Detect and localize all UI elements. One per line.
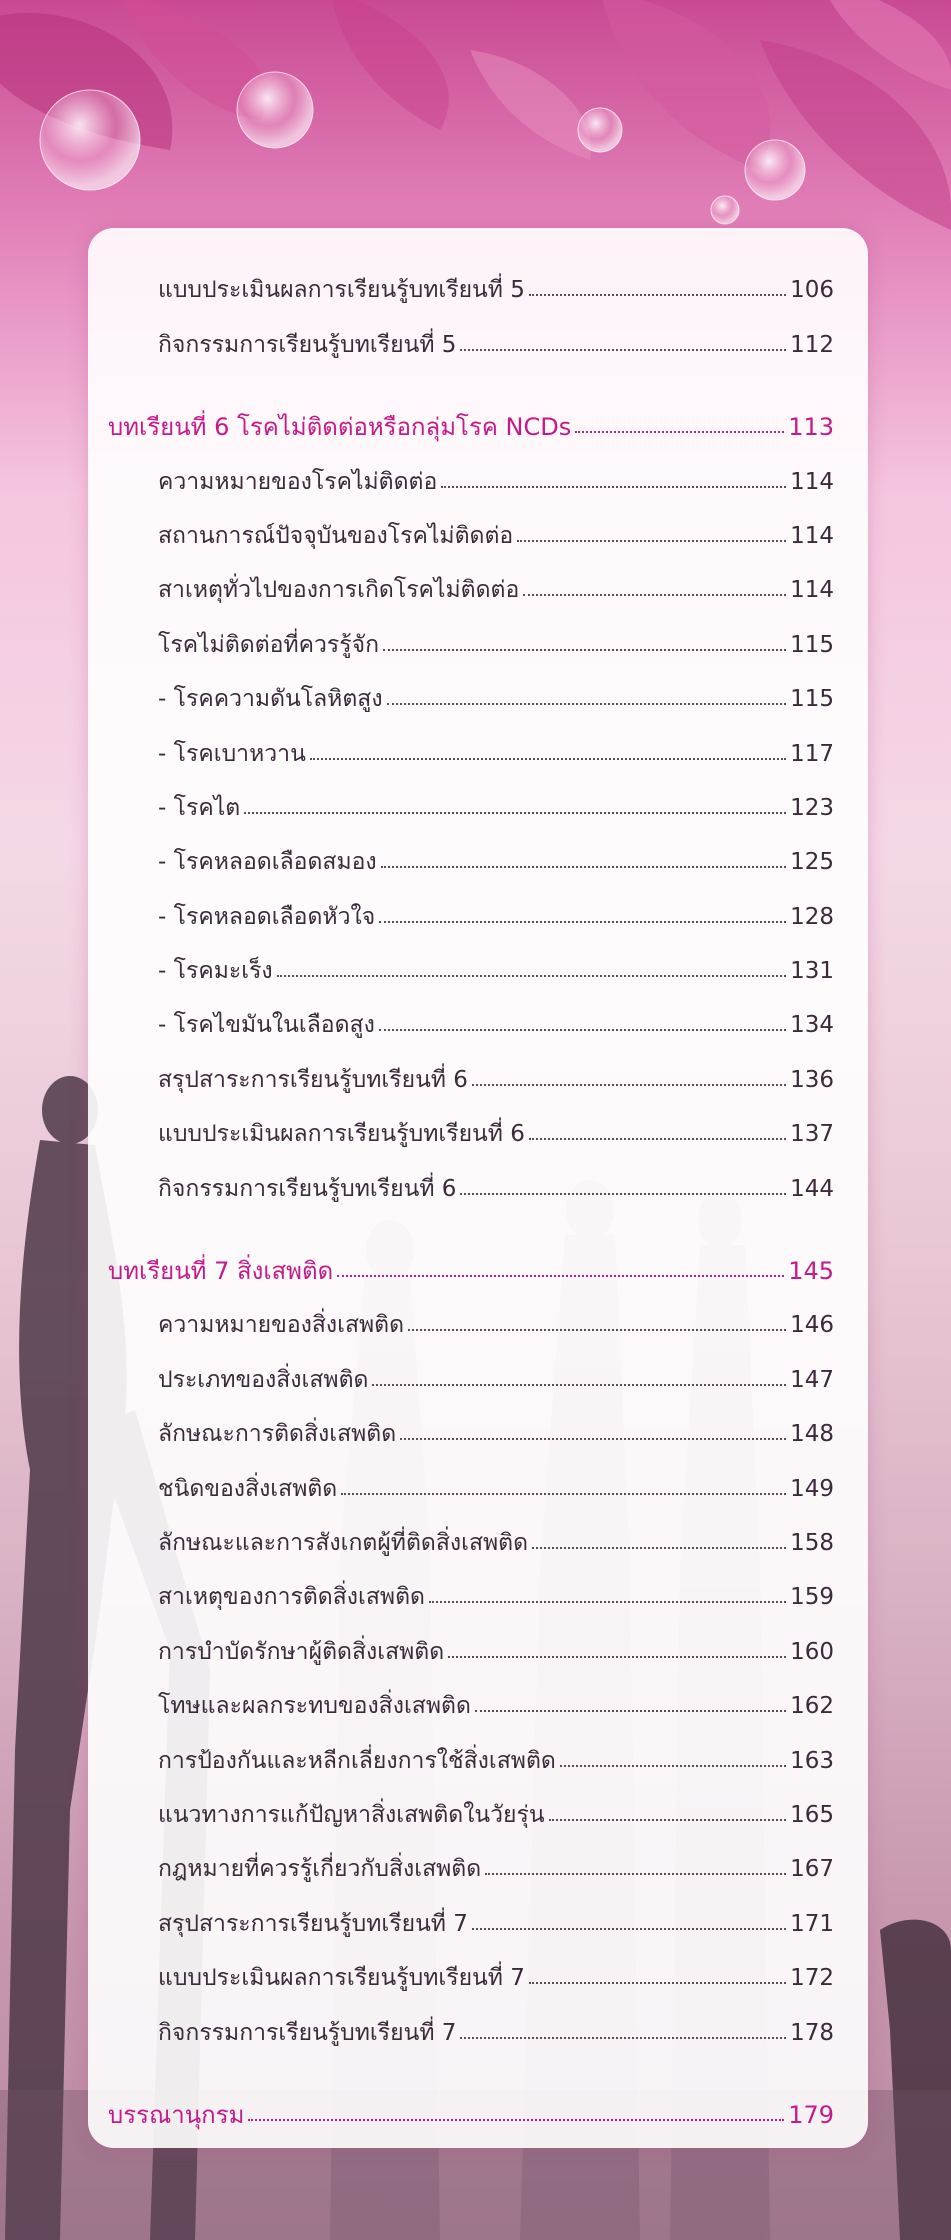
- toc-page-number: 115: [790, 631, 834, 658]
- toc-page-number: 148: [790, 1421, 834, 1448]
- toc-gap: [108, 1211, 834, 1239]
- toc-page-number: 134: [790, 1012, 834, 1039]
- toc-entry-row[interactable]: [108, 776, 834, 830]
- toc-dot-leader: [448, 1656, 786, 1658]
- toc-entry-row[interactable]: [108, 1156, 834, 1210]
- toc-entry-title: - โรคเบาหวาน: [158, 740, 306, 767]
- toc-entry-title: ความหมายของโรคไม่ติดต่อ: [158, 468, 438, 495]
- toc-entry-title: การบำบัดรักษาผู้ติดสิ่งเสพติด: [158, 1638, 445, 1665]
- toc-entry-title: สรุปสาระการเรียนรู้บทเรียนที่ 7: [158, 1910, 468, 1937]
- toc-entry-title: กฎหมายที่ควรรู้เกี่ยวกับสิ่งเสพติด: [158, 1856, 482, 1883]
- toc-entry-title: แบบประเมินผลการเรียนรู้บทเรียนที่ 5: [158, 277, 525, 304]
- toc-entry-title: ชนิดของสิ่งเสพติด: [158, 1475, 338, 1502]
- toc-page-number: 128: [790, 903, 834, 930]
- toc-entry-row[interactable]: [108, 1728, 834, 1782]
- toc-page-number: 179: [788, 2100, 834, 2129]
- toc-entry-row[interactable]: [108, 993, 834, 1047]
- toc-page-number: 159: [790, 1584, 834, 1611]
- toc-entry-title: โรคไม่ติดต่อที่ควรรู้จัก: [158, 631, 380, 658]
- toc-page-number: 136: [790, 1066, 834, 1093]
- toc-dot-leader: [441, 486, 786, 488]
- toc-dot-leader: [379, 921, 786, 923]
- toc-entry-title: โทษและผลกระทบของสิ่งเสพติด: [158, 1693, 471, 1720]
- toc-dot-leader: [460, 2037, 786, 2039]
- toc-page-number: 146: [790, 1312, 834, 1339]
- toc-page-number: 114: [790, 468, 834, 495]
- toc-entry-title: บรรณานุกรม: [108, 2100, 245, 2129]
- toc-entry-row[interactable]: [108, 1946, 834, 2000]
- toc-dot-leader: [529, 294, 786, 296]
- toc-entry-row[interactable]: [108, 1347, 834, 1401]
- toc-entry-title: สรุปสาระการเรียนรู้บทเรียนที่ 6: [158, 1066, 468, 1093]
- toc-chapter-row[interactable]: [108, 1239, 834, 1293]
- toc-chapter-row[interactable]: [108, 2083, 834, 2137]
- toc-page-number: 115: [790, 686, 834, 713]
- toc-entry-row[interactable]: [108, 1102, 834, 1156]
- toc-entry-title: บทเรียนที่ 7 สิ่งเสพติด: [108, 1257, 334, 1286]
- toc-entry-title: แบบประเมินผลการเรียนรู้บทเรียนที่ 7: [158, 1965, 525, 1992]
- toc-entry-row[interactable]: [108, 1293, 834, 1347]
- toc-entry-row[interactable]: [108, 504, 834, 558]
- toc-entry-title: ความหมายของสิ่งเสพติด: [158, 1312, 405, 1339]
- toc-entry-title: ลักษณะการติดสิ่งเสพติด: [158, 1421, 397, 1448]
- toc-dot-leader: [529, 1982, 786, 1984]
- toc-page-number: 145: [788, 1257, 834, 1286]
- toc-entry-row[interactable]: [108, 667, 834, 721]
- toc-dot-leader: [400, 1438, 786, 1440]
- toc-page-number: 144: [790, 1175, 834, 1202]
- toc-entry-row[interactable]: [108, 1619, 834, 1673]
- toc-dot-leader: [381, 866, 786, 868]
- toc-dot-leader: [460, 1193, 786, 1195]
- toc-entry-row[interactable]: [108, 939, 834, 993]
- toc-dot-leader: [575, 431, 784, 433]
- toc-page-number: 172: [790, 1965, 834, 1992]
- toc-page-number: 162: [790, 1693, 834, 1720]
- toc-dot-leader: [523, 594, 786, 596]
- toc-entry-title: สาเหตุของการติดสิ่งเสพติด: [158, 1584, 425, 1611]
- toc-dot-leader: [379, 1029, 786, 1031]
- toc-page-number: 114: [790, 577, 834, 604]
- toc-dot-leader: [532, 1547, 786, 1549]
- table-of-contents: [108, 258, 834, 2137]
- toc-entry-title: ประเภทของสิ่งเสพติด: [158, 1366, 369, 1393]
- toc-dot-leader: [337, 1275, 784, 1277]
- toc-entry-title: บทเรียนที่ 6 โรคไม่ติดต่อหรือกลุ่มโรค NCDs: [108, 413, 572, 442]
- toc-entry-title: กิจกรรมการเรียนรู้บทเรียนที่ 6: [158, 1175, 457, 1202]
- toc-page-number: 171: [790, 1910, 834, 1937]
- toc-gap: [108, 2055, 834, 2083]
- toc-dot-leader: [549, 1819, 786, 1821]
- toc-entry-row[interactable]: [108, 1891, 834, 1945]
- toc-entry-title: กิจกรรมการเรียนรู้บทเรียนที่ 5: [158, 331, 457, 358]
- toc-dot-leader: [341, 1493, 786, 1495]
- toc-dot-leader: [560, 1765, 786, 1767]
- toc-entry-row[interactable]: [108, 721, 834, 775]
- toc-dot-leader: [472, 1928, 786, 1930]
- toc-entry-title: สถานการณ์ปัจจุบันของโรคไม่ติดต่อ: [158, 522, 514, 549]
- toc-page-number: 131: [790, 958, 834, 985]
- toc-dot-leader: [277, 975, 786, 977]
- toc-page-number: 123: [790, 794, 834, 821]
- toc-entry-title: - โรคหลอดเลือดหัวใจ: [158, 903, 376, 930]
- toc-dot-leader: [387, 703, 787, 705]
- toc-page-number: 167: [790, 1856, 834, 1883]
- toc-entry-title: - โรคไขมันในเลือดสูง: [158, 1012, 375, 1039]
- toc-dot-leader: [485, 1873, 786, 1875]
- toc-dot-leader: [460, 349, 786, 351]
- toc-entry-title: การป้องกันและหลีกเลี่ยงการใช้สิ่งเสพติด: [158, 1747, 556, 1774]
- toc-entry-row[interactable]: [108, 2000, 834, 2054]
- toc-entry-row[interactable]: [108, 1456, 834, 1510]
- toc-entry-row[interactable]: [108, 258, 834, 312]
- toc-dot-leader: [310, 758, 786, 760]
- toc-entry-title: - โรคความดันโลหิตสูง: [158, 686, 383, 713]
- toc-entry-row[interactable]: [108, 1511, 834, 1565]
- toc-chapter-row[interactable]: [108, 395, 834, 449]
- toc-entry-title: - โรคไต: [158, 794, 241, 821]
- toc-dot-leader: [472, 1084, 786, 1086]
- toc-entry-row[interactable]: [108, 449, 834, 503]
- toc-page-number: 125: [790, 849, 834, 876]
- toc-dot-leader: [248, 2119, 784, 2121]
- toc-page-number: 112: [790, 331, 834, 358]
- toc-page-number: 158: [790, 1529, 834, 1556]
- toc-entry-row[interactable]: [108, 1674, 834, 1728]
- toc-gap: [108, 367, 834, 395]
- toc-entry-row[interactable]: [108, 830, 834, 884]
- toc-entry-title: สาเหตุทั่วไปของการเกิดโรคไม่ติดต่อ: [158, 577, 520, 604]
- toc-entry-title: - โรคมะเร็ง: [158, 958, 273, 985]
- toc-dot-leader: [408, 1329, 786, 1331]
- toc-page-number: 163: [790, 1747, 834, 1774]
- toc-page-number: 160: [790, 1638, 834, 1665]
- toc-page-number: 117: [790, 740, 834, 767]
- toc-dot-leader: [372, 1384, 786, 1386]
- toc-dot-leader: [244, 812, 786, 814]
- toc-dot-leader: [529, 1138, 786, 1140]
- toc-entry-row[interactable]: [108, 1402, 834, 1456]
- toc-entry-row[interactable]: [108, 1565, 834, 1619]
- toc-entry-title: กิจกรรมการเรียนรู้บทเรียนที่ 7: [158, 2019, 457, 2046]
- toc-page-number: 137: [790, 1121, 834, 1148]
- toc-page-number: 113: [788, 413, 834, 442]
- toc-page-number: 178: [790, 2019, 834, 2046]
- toc-entry-row[interactable]: [108, 312, 834, 366]
- toc-dot-leader: [383, 649, 786, 651]
- toc-entry-title: แนวทางการแก้ปัญหาสิ่งเสพติดในวัยรุ่น: [158, 1801, 545, 1828]
- toc-dot-leader: [517, 540, 786, 542]
- toc-page-number: 149: [790, 1475, 834, 1502]
- toc-entry-row[interactable]: [108, 612, 834, 666]
- toc-page-number: 114: [790, 522, 834, 549]
- toc-dot-leader: [475, 1710, 786, 1712]
- toc-entry-row[interactable]: [108, 884, 834, 938]
- toc-page-number: 165: [790, 1801, 834, 1828]
- toc-page-number: 106: [790, 277, 834, 304]
- toc-entry-row[interactable]: [108, 558, 834, 612]
- toc-entry-title: แบบประเมินผลการเรียนรู้บทเรียนที่ 6: [158, 1121, 525, 1148]
- toc-dot-leader: [429, 1601, 786, 1603]
- toc-entry-row[interactable]: [108, 1047, 834, 1101]
- toc-entry-row[interactable]: [108, 1783, 834, 1837]
- toc-entry-title: ลักษณะและการสังเกตผู้ที่ติดสิ่งเสพติด: [158, 1529, 529, 1556]
- toc-page-number: 147: [790, 1366, 834, 1393]
- toc-entry-row[interactable]: [108, 1837, 834, 1891]
- toc-entry-title: - โรคหลอดเลือดสมอง: [158, 849, 377, 876]
